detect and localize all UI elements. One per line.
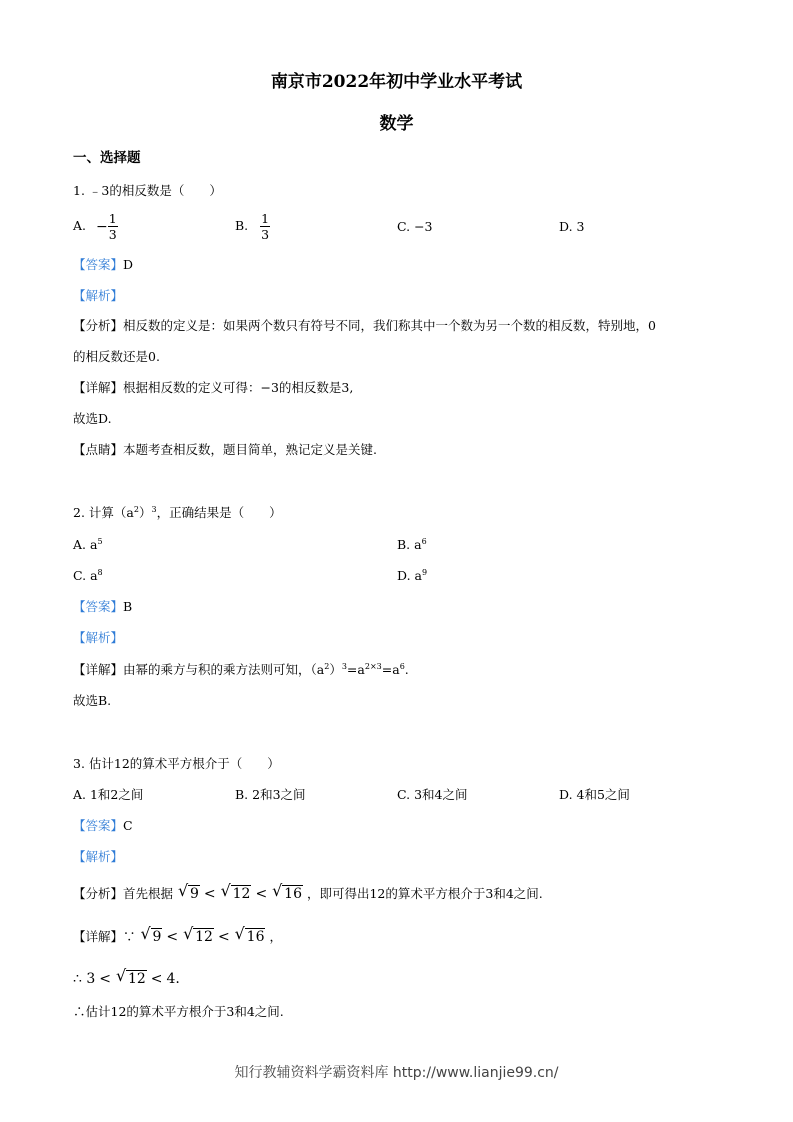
q3-answer [73, 820, 133, 833]
less-than: < [203, 886, 216, 902]
less-than: < [166, 929, 179, 945]
q3-option-a: A. 1和2之间 [73, 787, 144, 802]
q2-option-b [397, 536, 427, 552]
q2-option-a-exponent: 5 [97, 536, 103, 546]
sqrt-12: √ 12 [115, 966, 146, 987]
q2-detail-exp-2: 3 [341, 661, 347, 671]
less-than: < [99, 971, 111, 987]
q1-analysis-line-1: 【分析】相反数的定义是：如果两个数只有符号不同，我们称其中一个数为另一个数的相反数，特别地，0 [73, 318, 656, 333]
q2-option-c-exponent: 8 [97, 567, 103, 577]
q2-detail-exp-3: 2×3 [364, 661, 382, 671]
q1-conclusion: 故选D. [73, 411, 112, 426]
q3-step-pre: ∴ 3 [73, 971, 96, 987]
q2-stem [73, 504, 282, 520]
q2-stem-pre: 2. 计算（a [73, 505, 134, 520]
q3-option-b: B. 2和3之间 [235, 787, 306, 802]
q2-option-c [73, 567, 103, 583]
q1-option-a-label: A. [73, 218, 87, 234]
q2-detail-exp-1: 2 [324, 661, 330, 671]
sqrt-9: √ 9 [178, 881, 199, 902]
q2-detail-mid-1: ） [329, 662, 342, 677]
q1-analysis-tag: 【解析】 [73, 288, 124, 303]
q2-detail-post: . [404, 662, 409, 677]
q2-stem-exponent-2: 3 [151, 504, 157, 514]
q3-option-c: C. 3和4之间 [397, 787, 468, 802]
sqrt-12: √ 12 [183, 924, 213, 945]
q3-detail [73, 924, 282, 945]
footer-watermark: 知行教辅资料学霸资料库 http://www.lianjie99.cn/ [234, 1065, 559, 1081]
q2-detail-mid-3: =a [381, 662, 400, 677]
section-heading: 一、选择题 [73, 150, 141, 166]
q2-stem-exponent-1: 2 [133, 504, 139, 514]
q3-stem: 3. 估计12的算术平方根介于（ ） [73, 756, 280, 771]
less-than: < [255, 886, 268, 902]
q3-analysis [73, 881, 543, 902]
q2-detail-mid-2: =a [346, 662, 365, 677]
q1-option-b [235, 212, 270, 241]
document-subject: 数学 [379, 114, 414, 134]
q2-option-d-exponent: 9 [421, 567, 428, 577]
q1-option-a-sign: − [96, 218, 108, 235]
q1-option-d: D. 3 [559, 219, 585, 234]
q2-option-a [73, 536, 103, 552]
q2-stem-mid: ） [138, 505, 152, 520]
q2-option-a-text: A. a [73, 537, 98, 552]
q2-detail-exp-4: 6 [399, 661, 405, 671]
q2-option-b-text: B. a [397, 537, 422, 552]
q1-option-b-denominator: 3 [261, 227, 270, 243]
q3-analysis-pre: 【分析】首先根据 [73, 886, 174, 901]
q1-option-a [73, 212, 118, 241]
q2-conclusion: 故选B. [73, 693, 112, 708]
q3-step-post: 4. [166, 971, 180, 987]
q1-stem: 1. ﹣3的相反数是（ ） [73, 183, 222, 198]
q2-answer-value: B [123, 599, 133, 614]
q2-option-d [397, 567, 428, 583]
q1-option-b-fraction [260, 212, 270, 241]
q1-option-a-denominator: 3 [108, 227, 117, 243]
q3-option-d: D. 4和5之间 [559, 787, 630, 802]
answer-tag: 【答案】 [73, 257, 124, 272]
q3-detail-pre: 【详解】∵ [73, 929, 136, 944]
q3-analysis-post: ，即可得出12的算术平方根介于3和4之间. [306, 886, 543, 901]
q3-answer-value: C [123, 818, 133, 833]
less-than: < [217, 929, 230, 945]
answer-tag: 【答案】 [73, 818, 124, 833]
q2-option-b-exponent: 6 [421, 536, 427, 546]
sqrt-12: √ 12 [220, 881, 251, 902]
q1-answer [73, 259, 133, 272]
q2-analysis-tag: 【解析】 [73, 630, 124, 645]
q3-analysis-tag: 【解析】 [73, 849, 124, 864]
sqrt-9: √ 9 [140, 924, 162, 945]
q3-detail-post: ， [269, 929, 282, 944]
q1-analysis-line-2: 的相反数还是0. [73, 349, 160, 364]
q1-option-b-label: B. [235, 218, 249, 234]
q1-answer-value: D [123, 257, 134, 272]
q1-option-a-numerator: 1 [108, 211, 117, 226]
q1-option-c: C. −3 [397, 219, 433, 234]
less-than: < [150, 971, 163, 987]
q3-conclusion: ∴估计12的算术平方根介于3和4之间. [73, 1004, 284, 1019]
document-title: 南京市2022年初中学业水平考试 [270, 72, 523, 92]
q1-option-a-fraction [108, 212, 118, 241]
q3-step [73, 966, 180, 987]
answer-tag: 【答案】 [73, 599, 124, 614]
q2-stem-post: ，正确结果是（ ） [156, 505, 282, 520]
q1-comment: 【点睛】本题考查相反数，题目简单，熟记定义是关键. [73, 442, 377, 457]
q2-option-c-text: C. a [73, 568, 98, 583]
q1-option-b-numerator: 1 [261, 211, 270, 226]
q2-detail [73, 661, 409, 677]
q2-answer [73, 601, 132, 614]
q2-option-d-text: D. a [397, 568, 422, 583]
q1-detail: 【详解】根据相反数的定义可得：−3的相反数是3, [73, 380, 354, 395]
q2-detail-pre: 【详解】由幂的乘方与积的乘方法则可知，（a [73, 662, 325, 677]
sqrt-16: √ 16 [234, 924, 265, 945]
sqrt-16: √ 16 [272, 881, 302, 902]
